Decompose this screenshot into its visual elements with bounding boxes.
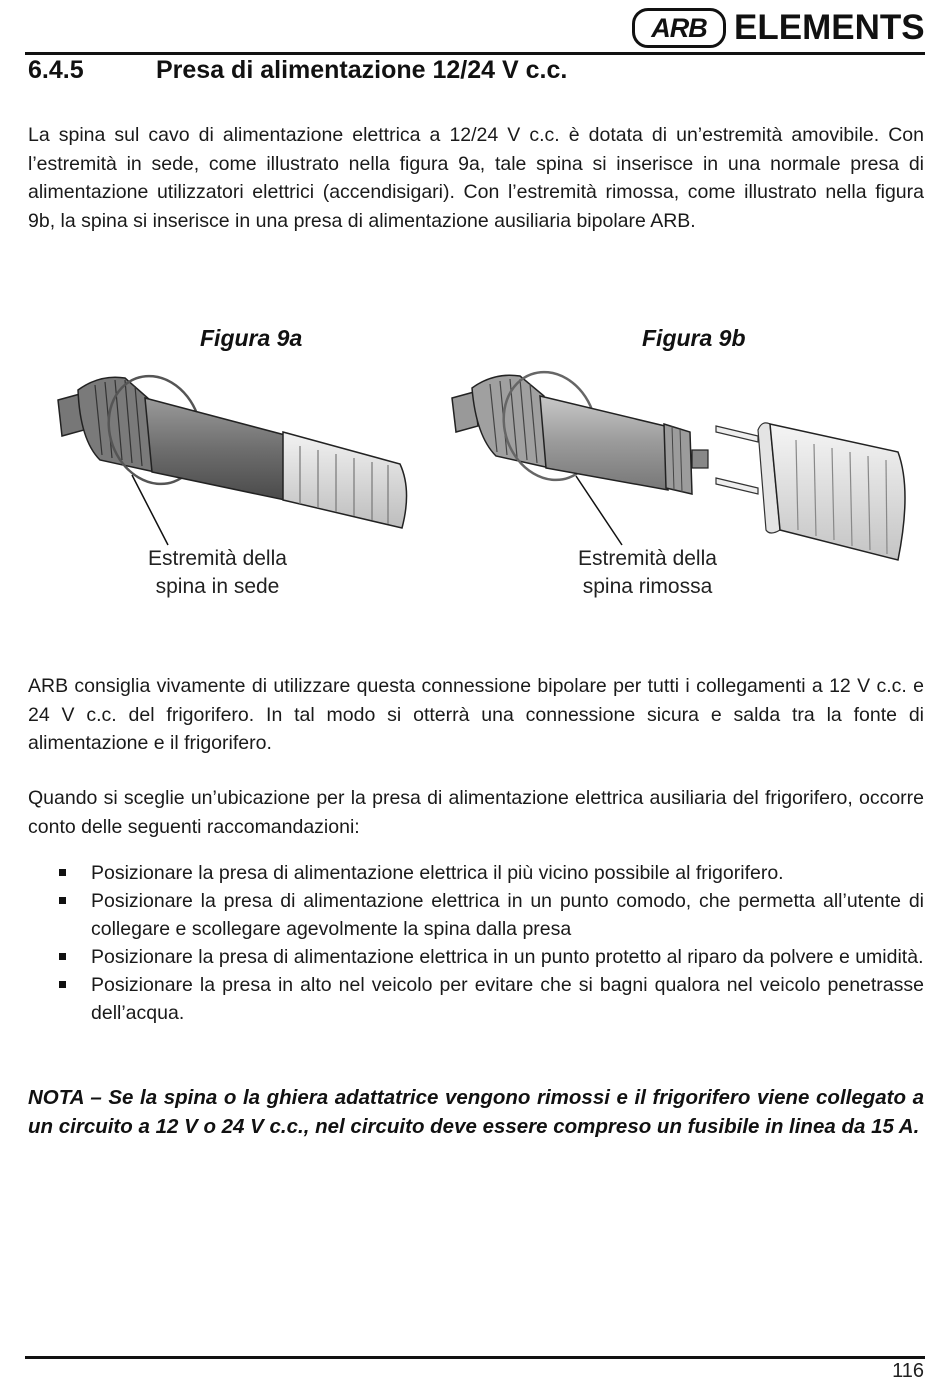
figure-9a-caption: Figura 9a xyxy=(200,325,303,351)
arb-logo xyxy=(632,8,925,48)
section-number: 6.4.5 xyxy=(28,56,84,84)
location-paragraph: Quando si sceglie un’ubicazione per la presa di alimentazione elettrica ausiliaria del frigorifero, occorre conto delle seguenti raccomandazioni: xyxy=(28,787,924,838)
list-item xyxy=(28,887,924,943)
arb-logo-wordmark: ELEMENTS xyxy=(734,8,925,47)
bullet-square-icon xyxy=(59,953,66,960)
figure-9a-plug-image xyxy=(40,360,420,550)
list-item xyxy=(28,971,924,1027)
section-title xyxy=(28,56,567,85)
arb-logo-badge xyxy=(632,8,726,48)
recommendation-list xyxy=(28,859,924,1027)
list-item xyxy=(28,943,924,971)
list-item-text: Posizionare la presa di alimentazione elettrica in un punto protetto al riparo da polvere e umidità. xyxy=(91,946,924,968)
bullet-square-icon xyxy=(59,897,66,904)
arb-logo-badge-text: ARB xyxy=(651,12,707,43)
page-number: 116 xyxy=(892,1360,924,1382)
bullet-square-icon xyxy=(59,869,66,876)
figure-9a-label-line1: Estremità della xyxy=(148,547,287,570)
note-paragraph: NOTA – Se la spina o la ghiera adattatrice vengono rimossi e il frigorifero viene collegato a un circuito a 12 V o 24 V c.c., nel circuito deve essere compreso un fusibile in linea da 15 A. xyxy=(28,1086,924,1138)
figure-9a-label xyxy=(120,545,315,601)
header-rule xyxy=(25,52,925,55)
list-item xyxy=(28,859,924,887)
list-item-text: Posizionare la presa di alimentazione elettrica in un punto comodo, che permetta all’utente di collegare e scollegare agevolmente la spina dalla presa xyxy=(91,890,924,940)
figure-9b-label xyxy=(560,545,735,601)
figure-9a-label-line2: spina in sede xyxy=(155,575,280,598)
footer-rule xyxy=(25,1356,925,1359)
figure-9b-caption: Figura 9b xyxy=(642,325,746,351)
figure-9b-label-line2: spina rimossa xyxy=(582,575,713,598)
intro-paragraph: La spina sul cavo di alimentazione elettrica a 12/24 V c.c. è dotata di un’estremità amovibile. Con l’estremità in sede, come illustrato nella figura 9a, tale spina si inserisce in una normale presa di alimentazione utilizzatori elettrici (accendisigari). Con l’estremità rimossa, come illustrato nella figura 9b, la spina si inserisce in una presa di alimentazione ausiliaria bipolare ARB. xyxy=(28,124,924,232)
section-title-text: Presa di alimentazione 12/24 V c.c. xyxy=(156,56,568,84)
list-item-text: Posizionare la presa di alimentazione elettrica il più vicino possibile al frigorifero. xyxy=(91,862,784,884)
recommend-paragraph: ARB consiglia vivamente di utilizzare questa connessione bipolare per tutti i collegamenti a 12 V c.c. e 24 V c.c. del frigorifero. In tal modo si otterrà una connessione sicura e salda tra la fonte di alimentazione e il frigorifero. xyxy=(28,675,924,754)
figure-9b-label-line1: Estremità della xyxy=(578,547,717,570)
bullet-square-icon xyxy=(59,981,66,988)
list-item-text: Posizionare la presa in alto nel veicolo per evitare che si bagni qualora nel veicolo penetrasse dell’acqua. xyxy=(91,974,924,1024)
